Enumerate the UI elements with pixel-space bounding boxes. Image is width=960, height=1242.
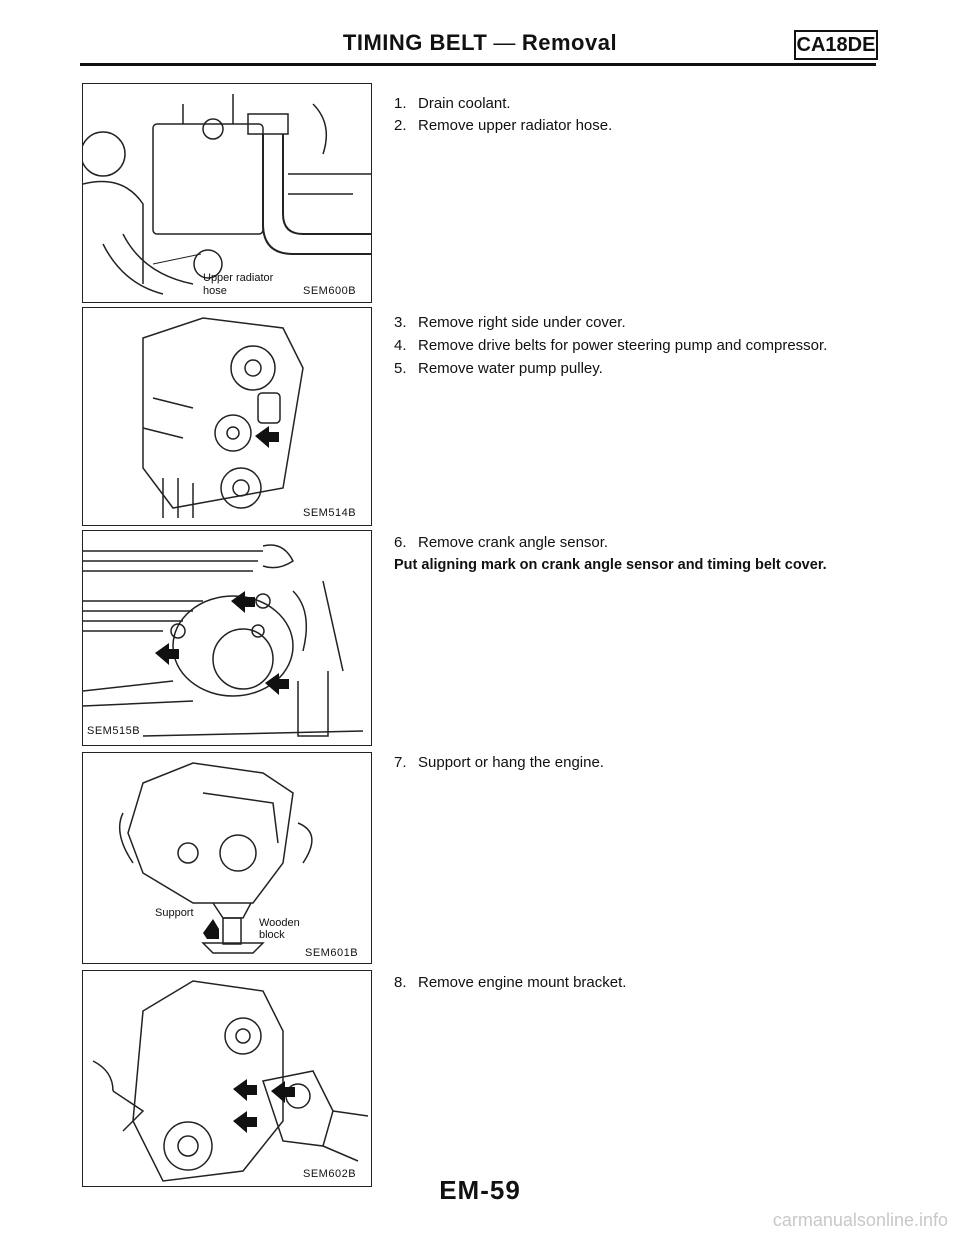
figure-label-upper-radiator: Upper radiator <box>203 272 274 284</box>
step-number: 2. <box>394 117 407 134</box>
figure-upper-radiator-hose <box>82 83 372 303</box>
water-pump-illustration <box>83 308 371 525</box>
engine-hose-illustration <box>83 84 371 302</box>
title-text: TIMING BELT <box>342 30 488 55</box>
header-rule <box>80 63 876 66</box>
figure-code: SEM602B <box>303 1168 357 1180</box>
step-text: Support or hang the engine. <box>418 754 604 771</box>
step-item <box>394 973 626 993</box>
watermark: carmanualsonline.info <box>772 1210 948 1230</box>
step-text: Remove crank angle sensor. <box>418 534 609 551</box>
subtitle-text: Removal <box>521 30 618 55</box>
step-number: 8. <box>394 974 407 991</box>
engine-code-badge: CA18DE <box>794 30 878 60</box>
arrow-icon <box>265 673 289 695</box>
figure-label-wooden: Wooden <box>259 917 300 929</box>
step-item <box>394 533 608 553</box>
page-title <box>300 30 660 56</box>
page-number: EM-59 <box>439 1175 521 1205</box>
figure-code: SEM514B <box>303 507 357 519</box>
step-item <box>394 336 827 356</box>
step-item <box>394 753 604 773</box>
engine-mount-illustration <box>83 971 371 1186</box>
arrow-icon <box>233 1111 257 1133</box>
arrow-icon <box>233 1079 257 1101</box>
crank-angle-sensor-illustration <box>83 531 371 745</box>
figure-code: SEM600B <box>303 285 357 297</box>
engine-support-illustration <box>83 753 371 963</box>
figure-label-support: Support <box>155 907 194 919</box>
step-number: 5. <box>394 360 407 377</box>
arrow-icon <box>255 426 279 448</box>
arrow-icon <box>271 1081 295 1103</box>
step-number: 3. <box>394 314 407 331</box>
figure-code: SEM515B <box>87 725 141 737</box>
figure-crank-angle-sensor <box>82 530 372 746</box>
step-item <box>394 94 511 114</box>
step-number: 6. <box>394 534 407 551</box>
step-text: Drain coolant. <box>418 95 511 112</box>
title-separator: — <box>493 30 516 55</box>
step-text: Remove drive belts for power steering pump and compressor. <box>418 337 828 354</box>
alignment-note: Put aligning mark on crank angle sensor and timing belt cover. <box>394 557 827 573</box>
figure-label-block: block <box>259 929 285 941</box>
step-text: Remove water pump pulley. <box>418 360 603 377</box>
step-number: 4. <box>394 337 407 354</box>
figure-water-pump-pulley <box>82 307 372 526</box>
step-text: Remove upper radiator hose. <box>418 117 613 134</box>
step-item <box>394 359 603 379</box>
step-number: 1. <box>394 95 407 112</box>
figure-code: SEM601B <box>305 947 359 959</box>
step-item <box>394 116 612 136</box>
step-number: 7. <box>394 754 407 771</box>
figure-label-hose: hose <box>203 285 227 297</box>
step-text: Remove engine mount bracket. <box>418 974 627 991</box>
arrow-icon <box>203 919 219 939</box>
figure-engine-mount-bracket <box>82 970 372 1187</box>
step-text: Remove right side under cover. <box>418 314 626 331</box>
arrow-icon <box>231 591 255 613</box>
figure-engine-support <box>82 752 372 964</box>
step-item <box>394 313 626 333</box>
